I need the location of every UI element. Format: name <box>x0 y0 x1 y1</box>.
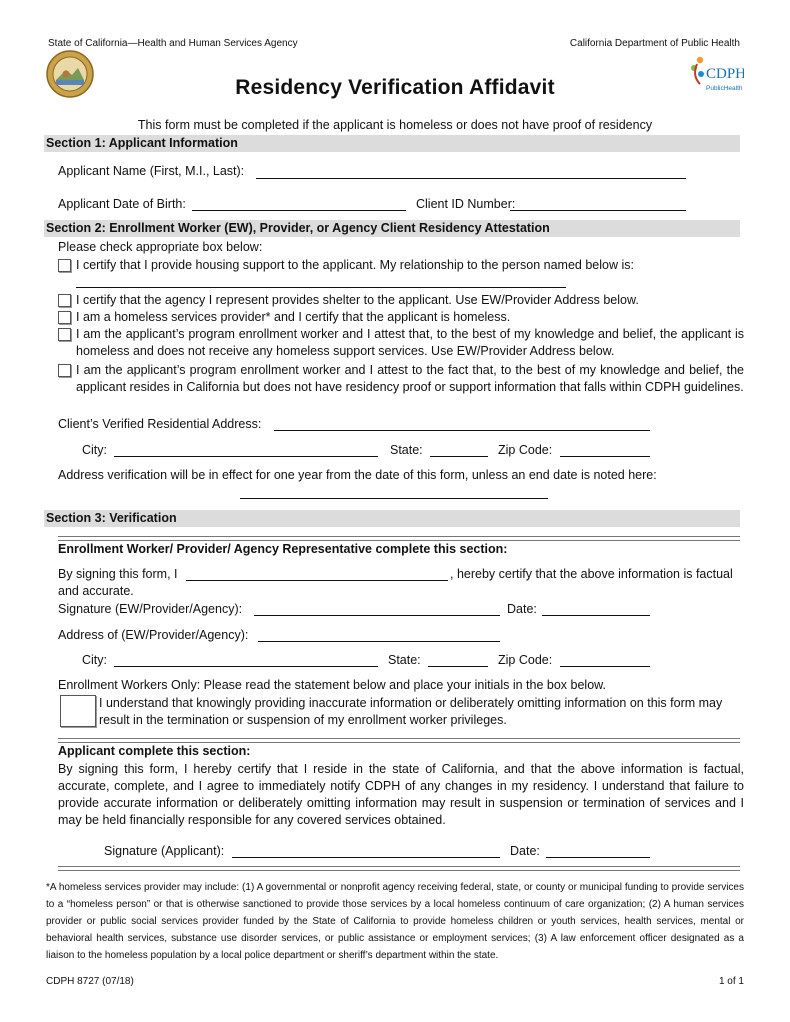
zip-field-s2[interactable] <box>560 456 650 457</box>
verified-address-label: Client’s Verified Residential Address: <box>58 417 262 431</box>
section1-heading: Section 1: Applicant Information <box>44 135 740 152</box>
cdph-logo-text: CDPH <box>706 66 744 82</box>
agency-left-text: State of California—Health and Human Services Agency <box>48 38 298 49</box>
applicant-dob-field[interactable] <box>192 210 406 211</box>
sign-suffix2: and accurate. <box>58 584 134 598</box>
option-housing-support: I certify that I provide housing support to the applicant. My relationship to the person named below is: <box>76 258 634 272</box>
cdph-logo-sub: PublicHealth <box>706 85 743 92</box>
divider-bottom <box>58 866 740 871</box>
sign-prefix: By signing this form, I <box>58 567 178 581</box>
checkbox-ew-homeless[interactable] <box>58 328 71 341</box>
ew-signature-field[interactable] <box>254 615 500 616</box>
checkbox-ew-resides[interactable] <box>58 364 71 377</box>
ew-only-text: Enrollment Workers Only: Please read the statement below and place your initials in the box below. <box>58 678 606 692</box>
option-agency-shelter: I certify that the agency I represent provides shelter to the applicant. Use EW/Provider Address below. <box>76 293 639 307</box>
sign-suffix: , hereby certify that the above information is factual <box>450 567 733 581</box>
page-number: 1 of 1 <box>718 976 744 987</box>
form-id: CDPH 8727 (07/18) <box>46 976 134 987</box>
effect-text: Address verification will be in effect for one year from the date of this form, unless an end date is noted here: <box>58 468 657 482</box>
state-field-s3[interactable] <box>428 666 488 667</box>
zip-label-s3: Zip Code: <box>498 653 553 667</box>
intro-text: This form must be completed if the applicant is homeless or does not have proof of residency <box>137 118 653 132</box>
option-homeless-provider: I am a homeless services provider* and I certify that the applicant is homeless. <box>76 310 511 324</box>
applicant-signature-field[interactable] <box>232 857 500 858</box>
zip-label-s2: Zip Code: <box>498 443 553 457</box>
city-field-s2[interactable] <box>114 456 378 457</box>
applicant-date-label: Date: <box>510 844 540 858</box>
ew-address-label: Address of (EW/Provider/Agency): <box>58 628 249 642</box>
agency-right-text: California Department of Public Health <box>569 38 740 49</box>
applicant-name-field[interactable] <box>256 178 686 179</box>
zip-field-s3[interactable] <box>560 666 650 667</box>
checkbox-agency-shelter[interactable] <box>58 294 71 307</box>
applicant-section-heading: Applicant complete this section: <box>58 744 251 758</box>
ew-signature-label: Signature (EW/Provider/Agency): <box>58 602 243 616</box>
page-title: Residency Verification Affidavit <box>235 76 555 99</box>
client-id-field[interactable] <box>510 210 686 211</box>
signer-name-field[interactable] <box>186 580 448 581</box>
end-date-field[interactable] <box>240 498 548 499</box>
applicant-date-field[interactable] <box>546 857 650 858</box>
option-ew-resides: I am the applicant’s program enrollment worker and I attest to the fact that, to the best of my knowledge and belief, the applicant resides in California but does not have residency proof or support information that falls within CDPH guidelines. <box>76 363 744 394</box>
state-field-s2[interactable] <box>430 456 488 457</box>
checkbox-housing-support[interactable] <box>58 259 71 272</box>
ew-date-label: Date: <box>507 602 537 616</box>
footnote: *A homeless services provider may include: (1) A governmental or nonprofit agency receiving federal, state, or county or municipal funding to provide services to a “homeless person” or that is otherwise sanctioned to provide those services by a local homeless continuum of care organization; (2) A human services provider or public social services provider funded by the State of California to provide homeless children or youth services, health services, mental or behavioral health services, substance use disorder services, or public assistance or employment services; (3) A law enforcement officer designated as a liaison to the homeless population by a local police department or sheriff’s department within the state. <box>46 882 744 961</box>
applicant-signature-label: Signature (Applicant): <box>104 844 225 858</box>
ew-section-heading: Enrollment Worker/ Provider/ Agency Representative complete this section: <box>58 542 508 556</box>
ew-address-field[interactable] <box>258 641 500 642</box>
applicant-dob-label: Applicant Date of Birth: <box>58 197 186 211</box>
city-field-s3[interactable] <box>114 666 378 667</box>
client-id-label: Client ID Number: <box>416 197 516 211</box>
applicant-statement: By signing this form, I hereby certify that I reside in the state of California, and that the above information is factual, accurate, complete, and I agree to immediately notify CDPH of any changes in my residency. I understand that failure to provide accurate information or deliberately omitting information may result in suspension or termination of services and I may be held financially responsible for any covered services obtained. <box>58 762 744 827</box>
verified-address-field[interactable] <box>274 430 650 431</box>
initials-box[interactable] <box>60 695 96 727</box>
city-label-s2: City: <box>82 443 107 457</box>
state-label-s3: State: <box>388 653 421 667</box>
section2-heading: Section 2: Enrollment Worker (EW), Provider, or Agency Client Residency Attestation <box>44 220 740 237</box>
relationship-field[interactable] <box>76 287 566 288</box>
checkbox-homeless-provider[interactable] <box>58 311 71 324</box>
ew-date-field[interactable] <box>542 615 650 616</box>
city-label-s3: City: <box>82 653 107 667</box>
state-label-s2: State: <box>390 443 423 457</box>
applicant-name-label: Applicant Name (First, M.I., Last): <box>58 164 245 178</box>
check-instruction: Please check appropriate box below: <box>58 240 263 254</box>
ew-statement: I understand that knowingly providing inaccurate information or deliberately omitting information on this form may result in the termination or suspension of my enrollment worker privileges. <box>99 696 723 727</box>
option-ew-homeless: I am the applicant’s program enrollment worker and I attest that, to the best of my knowledge and belief, the applicant is homeless and does not receive any homeless support services. Use EW/Provider Address below. <box>76 327 744 358</box>
section3-heading: Section 3: Verification <box>44 510 740 527</box>
